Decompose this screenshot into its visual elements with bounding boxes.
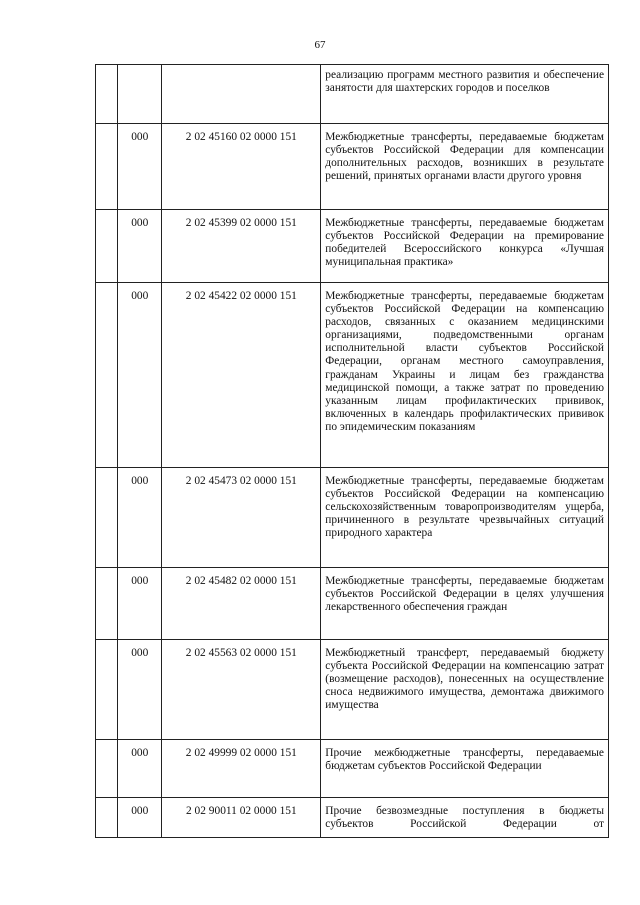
table-row — [96, 65, 609, 124]
table-row — [96, 798, 609, 838]
income-name-cell: Прочие безвозмездные поступления в бюджеты субъектов Российской Федерации от — [321, 798, 609, 838]
blank-cell — [96, 283, 118, 468]
admin-code-cell — [118, 65, 162, 124]
income-name-cell: Межбюджетные трансферты, передаваемые бюджетам субъектов Российской Федерации на компенсацию расходов, связанных с оказанием медицинскими организациями, подведомственными органам исполнительной власти субъектов Российской Федерации, органам местного самоуправления, гражданам Украины и лицам без гражданства медицинской помощи, а также затрат по проведению указанным лицам профилактических прививок, включенных в календарь профилактических прививок по эпидемическим показаниям — [321, 283, 609, 468]
table-row — [96, 640, 609, 740]
income-name-cell: Межбюджетный трансферт, передаваемый бюджету субъекта Российской Федерации на компенсацию затрат (возмещение расходов), понесенных на осуществление сноса недвижимого имущества, демонтажа движимого имущества — [321, 640, 609, 740]
income-name-cell: Межбюджетные трансферты, передаваемые бюджетам субъектов Российской Федерации на компенсацию сельскохозяйственным товаропроизводителям ущерба, причиненного в результате чрезвычайных ситуаций природного характера — [321, 468, 609, 568]
kbk-cell: 2 02 45399 02 0000 151 — [162, 210, 321, 283]
admin-code-cell: 000 — [118, 124, 162, 210]
blank-cell — [96, 640, 118, 740]
blank-cell — [96, 124, 118, 210]
table-row — [96, 124, 609, 210]
admin-code-cell: 000 — [118, 568, 162, 640]
income-name-cell: Прочие межбюджетные трансферты, передаваемые бюджетам субъектов Российской Федерации — [321, 740, 609, 798]
income-name-cell: реализацию программ местного развития и обеспечение занятости для шахтерских городов и поселков — [321, 65, 609, 124]
blank-cell — [96, 740, 118, 798]
admin-code-cell: 000 — [118, 210, 162, 283]
kbk-cell: 2 02 90011 02 0000 151 — [162, 798, 321, 838]
table-row — [96, 468, 609, 568]
admin-code-cell: 000 — [118, 740, 162, 798]
admin-code-cell: 000 — [118, 283, 162, 468]
blank-cell — [96, 568, 118, 640]
income-name-cell: Межбюджетные трансферты, передаваемые бюджетам субъектов Российской Федерации в целях улучшения лекарственного обеспечения граждан — [321, 568, 609, 640]
kbk-cell: 2 02 49999 02 0000 151 — [162, 740, 321, 798]
page-number: 67 — [314, 39, 326, 51]
budget-classification-table — [95, 64, 609, 838]
kbk-cell: 2 02 45160 02 0000 151 — [162, 124, 321, 210]
income-name-cell: Межбюджетные трансферты, передаваемые бюджетам субъектов Российской Федерации на премирование победителей Всероссийского конкурса «Лучшая муниципальная практика» — [321, 210, 609, 283]
kbk-cell: 2 02 45473 02 0000 151 — [162, 468, 321, 568]
admin-code-cell: 000 — [118, 468, 162, 568]
table-row — [96, 568, 609, 640]
income-name-cell: Межбюджетные трансферты, передаваемые бюджетам субъектов Российской Федерации для компенсации дополнительных расходов, возникших в результате решений, принятых органами власти другого уровня — [321, 124, 609, 210]
kbk-cell — [162, 65, 321, 124]
blank-cell — [96, 798, 118, 838]
blank-cell — [96, 468, 118, 568]
blank-cell — [96, 210, 118, 283]
table-row — [96, 740, 609, 798]
admin-code-cell: 000 — [118, 798, 162, 838]
table-row — [96, 210, 609, 283]
kbk-cell: 2 02 45563 02 0000 151 — [162, 640, 321, 740]
table-row — [96, 283, 609, 468]
kbk-cell: 2 02 45422 02 0000 151 — [162, 283, 321, 468]
kbk-cell: 2 02 45482 02 0000 151 — [162, 568, 321, 640]
admin-code-cell: 000 — [118, 640, 162, 740]
blank-cell — [96, 65, 118, 124]
